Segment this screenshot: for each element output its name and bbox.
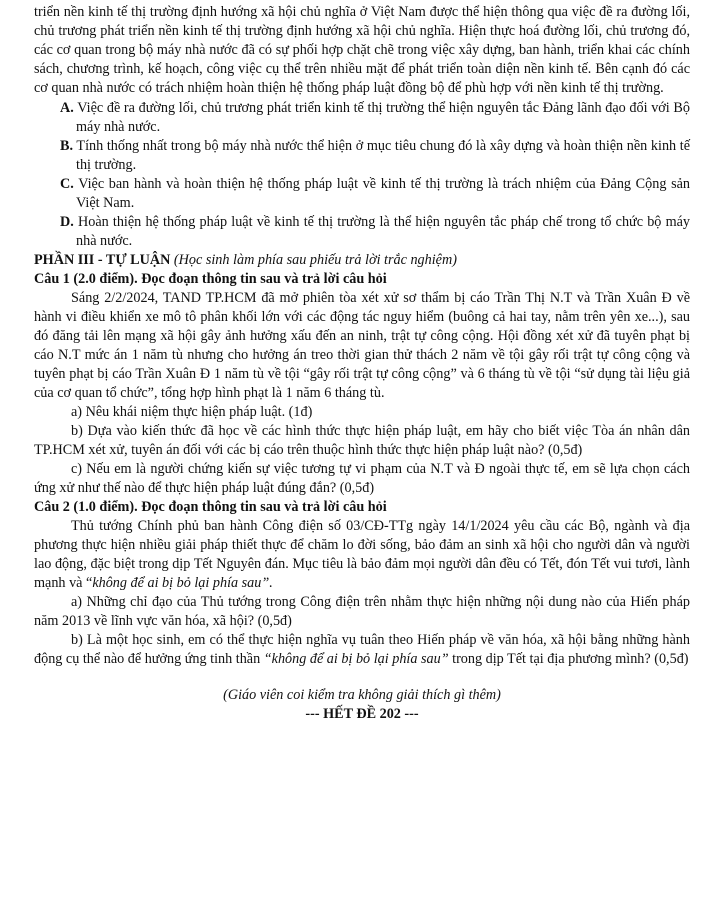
- footer-note: (Giáo viên coi kiểm tra không giải thích gì thêm): [223, 687, 501, 703]
- option-a: A. Việc đề ra đường lối, chủ trương phát triển kinh tế thị trường thể hiện nguyên tắc Đảng lãnh đạo đối với Bộ máy nhà nước.: [60, 100, 690, 135]
- q2-heading: Câu 2 (1.0 điểm). Đọc đoạn thông tin sau và trả lời câu hỏi: [34, 499, 387, 515]
- options-list: [34, 99, 690, 251]
- q1-part-c: c) Nếu em là người chứng kiến sự việc tương tự vi phạm của N.T và Đ ngoài thực tế, em sẽ lựa chọn cách ứng xử như thế nào để thực hiện pháp luật đúng đắn? (0,5đ): [34, 461, 690, 496]
- q1-passage: Sáng 2/2/2024, TAND TP.HCM đã mở phiên tòa xét xử sơ thẩm bị cáo Trần Thị N.T và Trần Xuân Đ về hành vi điều khiển xe mô tô phân khối lớn với các động tác nguy hiểm (buông cả hai tay, nằm trên yên xe...), sau đó đăng tải lên mạng xã hội gây ảnh hưởng xấu đến an ninh, trật tự công cộng. Hội đồng xét xử đã tuyên phạt bị cáo N.T mức án 1 năm tù nhưng cho hưởng án treo thời gian thử thách 2 năm về tội gây rối trật tự công cộng và tuyên phạt bị cáo Trần Xuân Đ 1 năm tù về tội “gây rối trật tự công cộng” và 6 tháng tù về tội “sử dụng tài liệu giả của cơ quan tổ chức”, tổng hợp hình phạt là 1 năm 6 tháng tù.: [34, 290, 690, 401]
- footer-end: --- HẾT ĐỀ 202 ---: [305, 706, 419, 722]
- q1-part-b: b) Dựa vào kiến thức đã học về các hình thức thực hiện pháp luật, em hãy cho biết việc Tòa án nhân dân TP.HCM xét xử, tuyên án đối với các bị cáo trên thuộc hình thức thực hiện pháp luật nào? (0,5đ): [34, 423, 690, 458]
- option-b: B. Tính thống nhất trong bộ máy nhà nước thể hiện ở mục tiêu chung đó là xây dựng và hoàn thiện nền kinh tế thị trường.: [60, 138, 691, 173]
- q2-part-a: a) Những chỉ đạo của Thủ tướng trong Công điện trên nhằm thực hiện những nội dung nào của Hiến pháp năm 2013 về lĩnh vực văn hóa, xã hội? (0,5đ): [34, 594, 690, 629]
- q1-heading: Câu 1 (2.0 điểm). Đọc đoạn thông tin sau và trả lời câu hỏi: [34, 271, 387, 287]
- intro-paragraph: triển nền kinh tế thị trường định hướng xã hội chủ nghĩa ở Việt Nam được thể hiện thông qua việc đề ra đường lối, chủ trương phát triển nền kinh tế thị trường định hướng xã hội chủ nghĩa. Hiện thực hoá đường lối, chủ trương đó, các cơ quan trong bộ máy nhà nước đã có sự phối hợp chặt chẽ trong việc xây dựng, ban hành, triển khai các chính sách, chương trình, kế hoạch, công việc cụ thể trên nhiều mặt để phát triển toàn diện nền kinh tế. Bên cạnh đó các cơ quan nhà nước có trách nhiệm hoàn thiện hệ thống pháp luật đồng bộ để phù hợp với nền kinh tế thị trường.: [34, 4, 690, 96]
- q1-part-a: a) Nêu khái niệm thực hiện pháp luật. (1đ): [71, 404, 313, 420]
- option-d: D. Hoàn thiện hệ thống pháp luật về kinh tế thị trường là thể hiện nguyên tắc pháp chế trong tổ chức bộ máy nhà nước.: [60, 214, 691, 249]
- q2-part-b: b) Là một học sinh, em có thể thực hiện nghĩa vụ tuân theo Hiến pháp về văn hóa, xã hội bằng những hành động cụ thể nào để hưởng ứng tinh thần “không để ai bị bỏ lại phía sau” trong dịp Tết tại địa phương mình? (0,5đ): [34, 632, 690, 667]
- q2-passage: Thủ tướng Chính phủ ban hành Công điện số 03/CĐ-TTg ngày 14/1/2024 yêu cầu các Bộ, ngành và địa phương thực hiện nhiều giải pháp thiết thực để chăm lo đời sống, bảo đảm an sinh xã hội cho người dân và người lao động, đặc biệt trong dịp Tết Nguyên đán. Mục tiêu là bảo đảm mọi người dân đều có Tết, đón Tết vui tươi, lành mạnh và “không để ai bị bỏ lại phía sau”.: [34, 518, 690, 591]
- option-c: C. Việc ban hành và hoàn thiện hệ thống pháp luật về kinh tế thị trường là trách nhiệm của Đảng Cộng sản Việt Nam.: [60, 176, 690, 211]
- part3-heading: PHẦN III - TỰ LUẬN (Học sinh làm phía sau phiếu trả lời trắc nghiệm): [34, 252, 457, 268]
